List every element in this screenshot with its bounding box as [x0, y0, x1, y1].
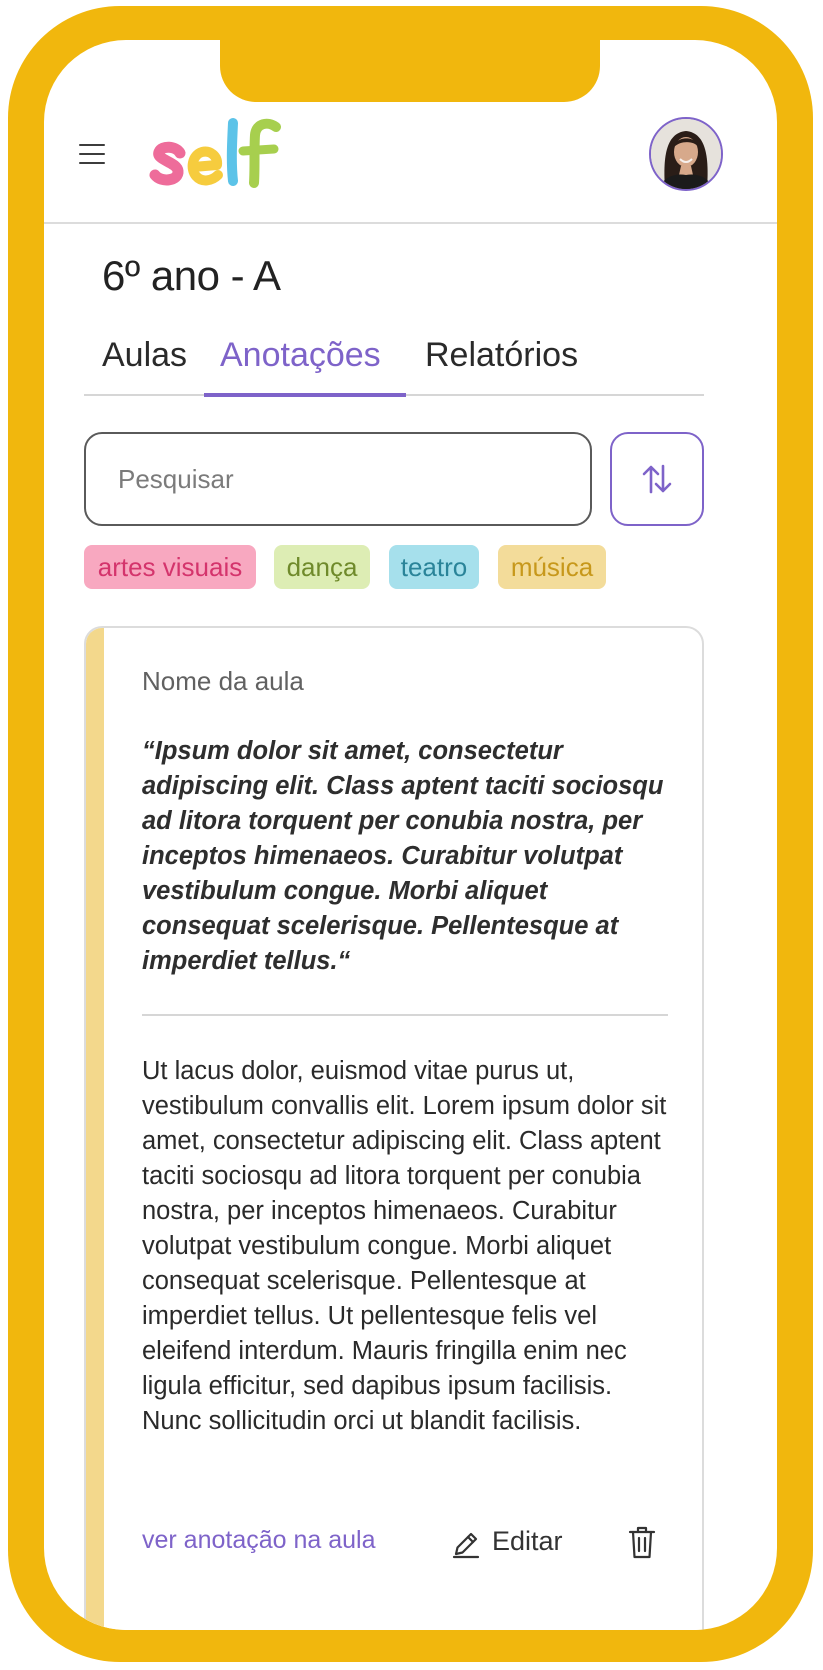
chip-artes-visuais[interactable]: artes visuais [84, 545, 256, 589]
card-accent-bar [86, 628, 104, 1630]
card-divider [142, 1014, 668, 1016]
tab-aulas[interactable]: Aulas [102, 336, 188, 374]
pencil-icon [450, 1528, 482, 1560]
chip-musica[interactable]: música [498, 545, 606, 589]
self-logo[interactable] [146, 115, 306, 195]
lesson-name: Nome da aula [142, 666, 304, 696]
view-note-link[interactable]: ver anotação na aula [142, 1526, 376, 1554]
active-tab-indicator [204, 393, 406, 397]
sort-button[interactable] [610, 432, 704, 526]
tab-anotacoes[interactable]: Anotações [220, 336, 381, 374]
note-quote: “Ipsum dolor sit amet, consectetur adipiscing elit. Class aptent taciti sociosqu ad litora torquent per conubia nostra, per inceptos himenaeos. Curabitur volutpat vestibulum congue. Morbi aliquet consequat scelerisque. Pellentesque at imperdiet tellus.“ [142, 737, 664, 975]
chip-teatro[interactable]: teatro [389, 545, 479, 589]
chip-danca[interactable]: dança [274, 545, 370, 589]
card-actions [142, 1526, 672, 1566]
tab-relatorios[interactable]: Relatórios [425, 336, 579, 374]
search-box [84, 432, 592, 526]
note-text: Ut lacus dolor, euismod vitae purus ut, vestibulum convallis elit. Lorem ipsum dolor sit amet, consectetur adipiscing elit. Class aptent taciti sociosqu ad litora torquent per conubia nostra, per inceptos himenaeos. Curabitur volutpat vestibulum congue. Morbi aliquet consequat scelerisque. Pellentesque at imperdiet tellus. Ut pellentesque felis vel eleifend interdum. Mauris fringilla enim nec ligula efficitur, sed dapibus ipsum facilisis. Nunc sollicitudin orci ut blandit facilisis. [142, 1057, 667, 1435]
note-card [84, 626, 704, 1630]
trash-icon[interactable] [626, 1524, 658, 1560]
tab-bar [84, 330, 704, 396]
sort-arrows-icon [612, 434, 702, 524]
app-screen [44, 40, 777, 1630]
edit-label: Editar [492, 1526, 563, 1556]
page-title: 6º ano - A [102, 252, 281, 299]
search-input[interactable] [86, 434, 590, 524]
user-avatar[interactable] [649, 117, 723, 191]
avatar-photo [651, 119, 721, 189]
device-notch [220, 40, 600, 102]
hamburger-menu-icon[interactable] [79, 143, 105, 165]
device-frame [8, 6, 813, 1662]
